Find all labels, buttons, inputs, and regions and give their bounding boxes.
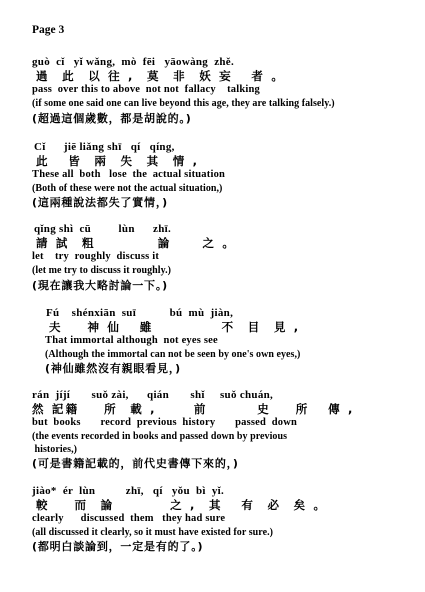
english-translation-continued: histories,) bbox=[32, 444, 78, 455]
english-translation: (let me try to discuss it roughly.) bbox=[32, 265, 172, 276]
english-translation: (the events recorded in books and passed down by previous bbox=[32, 431, 288, 442]
gloss-line: That immortal although not eyes see bbox=[45, 335, 218, 346]
gloss-line: but books record previous history passed down bbox=[32, 417, 298, 428]
page-label: Page 3 bbox=[32, 24, 65, 36]
pinyin-line: Cǐ jiē liǎng shī qí qíng, bbox=[34, 141, 175, 153]
hanzi-line: 夫 神 仙 雖 不 目 見 , bbox=[49, 320, 301, 334]
pinyin-line: jiào* ér lùn zhī, qí yǒu bì yǐ. bbox=[32, 485, 225, 497]
pinyin-line: rán jíjí suǒ zài, qián shǐ suǒ chuán, bbox=[32, 389, 274, 401]
hanzi-line: 較 而 論 之 , 其 有 必 矣 。 bbox=[36, 498, 328, 512]
chinese-translation: (可是書籍記載的，前代史書傳下來的，) bbox=[32, 457, 239, 470]
hanzi-line: 此 皆 兩 失 其 情 , bbox=[36, 154, 200, 168]
english-translation: (if some one said one can live beyond this age, they are talking falsely.) bbox=[32, 98, 335, 109]
chinese-translation: (都明白談論到，一定是有的了。) bbox=[32, 540, 204, 553]
pinyin-line: qǐng shì cū lùn zhī. bbox=[34, 223, 172, 235]
gloss-line: clearly discussed them they had sure bbox=[32, 513, 226, 524]
pinyin-line: Fú shénxiān suī bú mù jiàn, bbox=[46, 307, 234, 319]
chinese-translation: (這兩種說法都失了實情，) bbox=[32, 196, 168, 209]
english-translation: (all discussed it clearly, so it must have existed for sure.) bbox=[32, 527, 273, 538]
gloss-line: pass over this to above not not fallacy talking bbox=[32, 84, 261, 95]
chinese-translation: (神仙雖然沒有親眼看見，) bbox=[45, 362, 181, 375]
pinyin-line: guò cǐ yǐ wǎng, mò fēi yāowàng zhě. bbox=[32, 56, 235, 68]
hanzi-line: 然 記籍 所 載 , 前 史 所 傳 , bbox=[32, 402, 355, 416]
hanzi-line: 請 試 粗 論 之 。 bbox=[36, 236, 237, 250]
gloss-line: let try roughly discuss it bbox=[32, 251, 160, 262]
english-translation: (Both of these were not the actual situation,) bbox=[32, 183, 223, 194]
english-translation: (Although the immortal can not be seen by one's own eyes,) bbox=[45, 349, 301, 360]
chinese-translation: (現在讓我大略討論一下。) bbox=[32, 279, 168, 292]
chinese-translation: (超過這個歲數，都是胡說的。) bbox=[32, 112, 192, 125]
hanzi-line: 過 此 以 往 , 莫 非 妖 妄 者 。 bbox=[36, 69, 286, 83]
gloss-line: These all both lose the actual situation bbox=[32, 169, 226, 180]
